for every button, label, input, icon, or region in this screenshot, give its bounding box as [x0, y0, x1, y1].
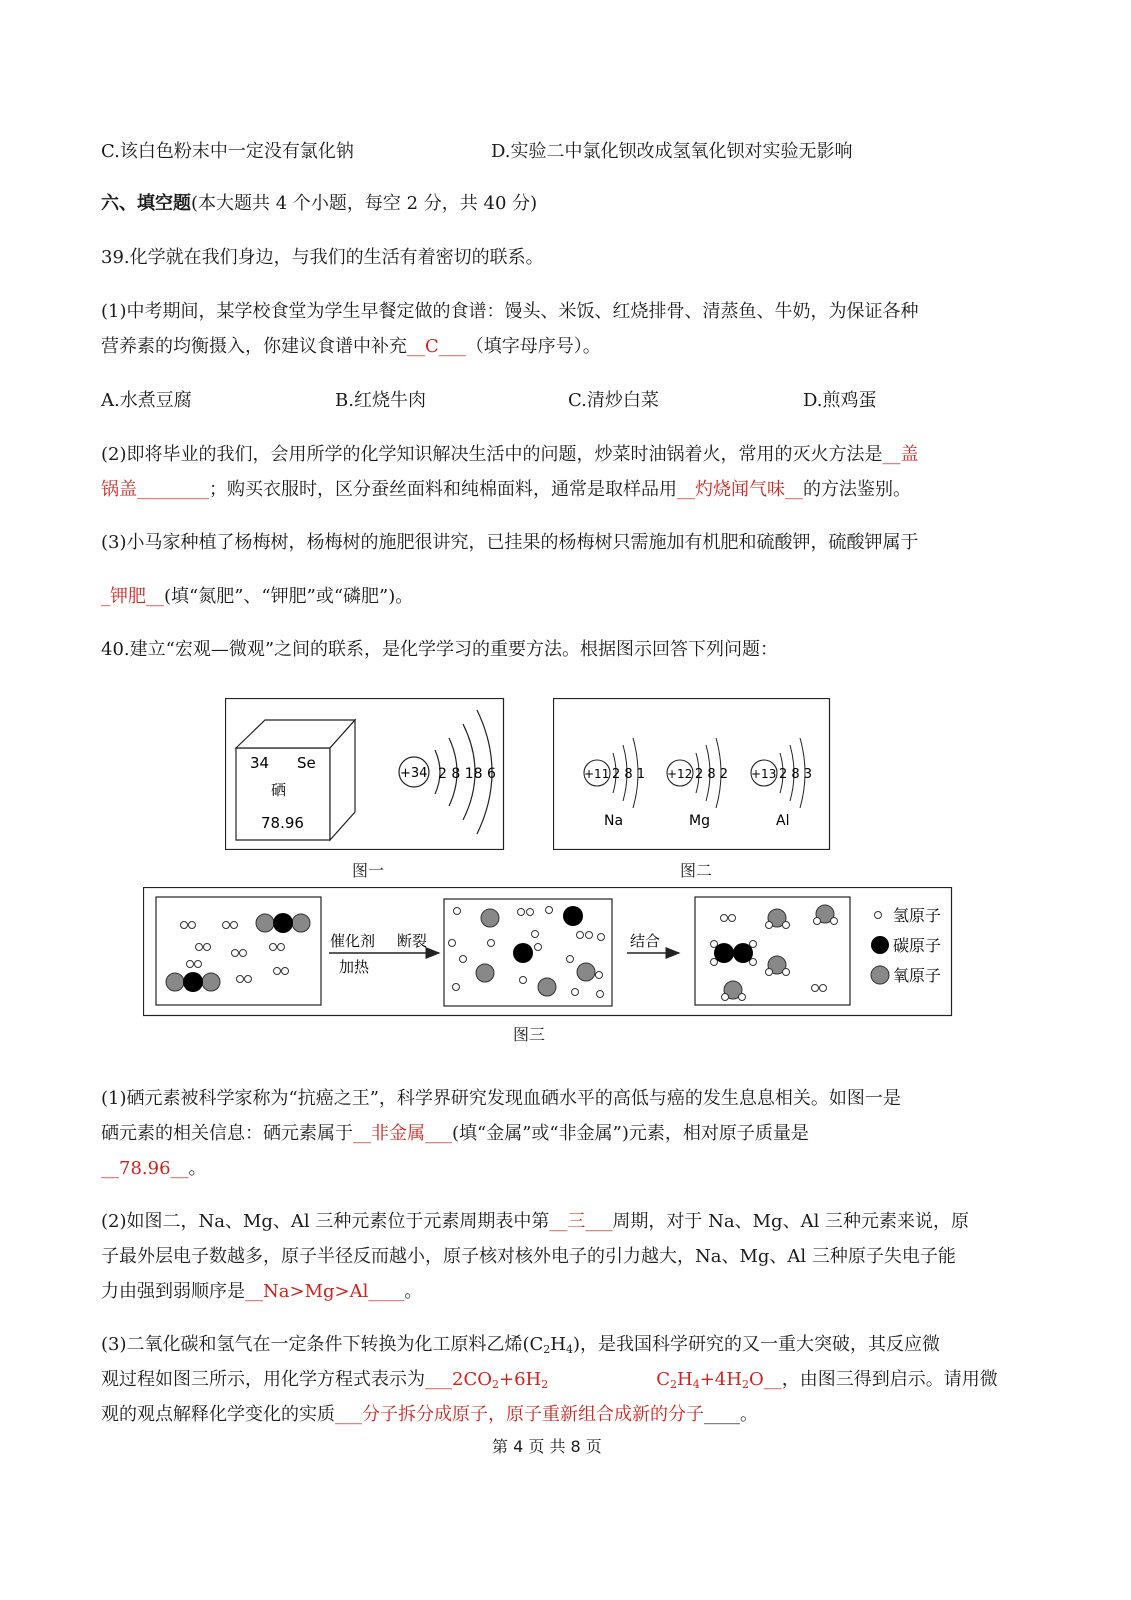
figure-3	[143, 887, 953, 1017]
equation-answer: $\_\_\_2CO_2+6H_2$ $C_2H_4+4H_2O\_\_$	[425, 1369, 782, 1391]
figure-1-caption: 图一	[352, 861, 385, 880]
atom-mg	[667, 738, 728, 829]
figure-2-caption: 图二	[680, 861, 713, 880]
legend-carbon: 碳原子	[893, 936, 942, 955]
break-label: 断裂	[397, 932, 428, 950]
co2-molecule	[166, 972, 220, 992]
q40-p3-line3: 观的观点解释化学变化的实质___分子拆分成原子，原子重新组合成新的分子____。	[101, 1404, 758, 1425]
q40-stem: 40.建立“宏观—微观”之间的联系，是化学学习的重要方法。根据图示回答下列问题：	[101, 639, 779, 660]
answer-blank: __盖	[882, 444, 919, 465]
heat-label: 加热	[339, 958, 370, 976]
catalyst-label: 催化剂	[330, 932, 376, 950]
q40-p3-line1: (3)二氧化碳和氢气在一定条件下转换为化工原料乙烯$(C_2H_4)$，是我国科学研究的又一重大突破，其反应微	[101, 1334, 941, 1356]
q39-option-c: C.清炒白菜	[568, 390, 659, 411]
atom-label: Mg	[689, 813, 710, 829]
atom-label: Na	[604, 813, 624, 829]
figure-3-caption: 图三	[513, 1025, 546, 1044]
svg-text:+13: +13	[751, 767, 777, 781]
atomic-number: 34	[250, 754, 270, 772]
answer-blank: __78.96__	[101, 1158, 189, 1179]
ethylene-molecule	[711, 941, 757, 966]
water-molecule	[722, 981, 746, 1001]
svg-text:+12: +12	[667, 767, 693, 781]
element-symbol: Se	[297, 754, 316, 772]
section-heading	[101, 192, 537, 216]
section-note: (本大题共 4 个小题，每空 2 分，共 40 分)	[191, 193, 538, 214]
svg-text:2 8 2: 2 8 2	[695, 767, 729, 782]
q39-p1-line1: (1)中考期间，某学校食堂为学生早餐定做的食谱：馒头、米饭、红烧排骨、清蒸鱼、牛奶，为保证各种	[101, 301, 919, 322]
svg-text:2 8 3: 2 8 3	[779, 767, 813, 782]
answer-blank: _钾肥__	[101, 586, 164, 607]
combine-label: 结合	[630, 932, 661, 950]
water-molecule	[814, 905, 838, 925]
q39-p1-line2: 营养素的均衡摄入，你建议食谱中补充__C___（填字母序号）。	[101, 336, 601, 357]
legend-oxygen: 氧原子	[893, 966, 942, 985]
q40-p1-line1: (1)硒元素被科学家称为“抗癌之王”，科学界研究发现血硒水平的高低与癌的发生息息相关。如图一是	[101, 1088, 901, 1109]
q39-stem: 39.化学就在我们身边，与我们的生活有着密切的联系。	[101, 247, 544, 268]
q40-p1-line2: 硒元素的相关信息：硒元素属于__非金属___(填“金属”或“非金属”)元素，相对原子质量是	[101, 1123, 809, 1144]
q40-p1-line3: __78.96__。	[101, 1158, 207, 1179]
co2-molecule	[256, 913, 310, 933]
section-title: 六、填空题	[101, 193, 191, 214]
answer-blank: __非金属___	[353, 1123, 452, 1144]
answer-blank: ___分子拆分成原子，原子重新组合成新的分子	[335, 1404, 704, 1425]
legend	[871, 906, 941, 985]
svg-text:+11: +11	[584, 767, 610, 781]
q39-p3-line2: _钾肥__(填“氮肥”、“钾肥”或“磷肥”)。	[101, 586, 414, 607]
legend-oxygen-swatch	[871, 966, 889, 984]
element-name: 硒	[271, 781, 287, 799]
answer-blank: __三___	[549, 1211, 613, 1232]
answer-blank: __Na>Mg>Al____	[245, 1281, 405, 1302]
q39-option-d: D.煎鸡蛋	[803, 390, 877, 411]
q39-option-a: A.水煮豆腐	[101, 390, 192, 411]
atom-label: Al	[776, 813, 790, 829]
legend-hydrogen: 氢原子	[893, 906, 942, 925]
legend-hydrogen-swatch	[875, 912, 882, 919]
q40-p2-line2: 子最外层电子数越多，原子半径反而越小，原子核对核外电子的引力越大，Na、Mg、Al 三种原子失电子能	[101, 1246, 956, 1267]
answer-blank: 锅盖________	[101, 479, 209, 500]
nucleus-charge: +34	[400, 766, 428, 781]
q39-option-b: B.红烧牛肉	[335, 390, 426, 411]
shell-electrons: 2 8 18 6	[438, 766, 496, 782]
water-molecule	[766, 956, 790, 976]
q40-p2-line3: 力由强到弱顺序是__Na>Mg>Al____。	[101, 1281, 423, 1302]
answer-blank: __C___	[407, 336, 466, 357]
q39-p2-line2: 锅盖________；购买衣服时，区分蚕丝面料和纯棉面料，通常是取样品用__灼烧闻气味__的方法鉴别。	[101, 479, 911, 500]
q40-p2-line1: (2)如图二，Na、Mg、Al 三种元素位于元素周期表中第__三___周期，对于 Na、Mg、Al 三种元素来说，原	[101, 1211, 970, 1232]
option-c-prev: C.该白色粉末中一定没有氯化钠	[101, 141, 354, 162]
page-footer: 第 4 页 共 8 页	[492, 1437, 602, 1456]
q40-p3-line2: 观过程如图三所示，用化学方程式表示为$\_\_\_2CO_2+6H_2$ $C_2H_4+4H_2O\_\_$，由图三得到启示。请用微	[101, 1369, 998, 1391]
atom-al	[751, 738, 812, 829]
atomic-mass: 78.96	[261, 814, 304, 832]
svg-text:2 8 1: 2 8 1	[612, 767, 646, 782]
atom-na	[584, 738, 645, 829]
figure-1	[225, 698, 505, 850]
option-d-prev: D.实验二中氯化钡改成氢氧化钡对实验无影响	[491, 141, 853, 162]
answer-blank: __灼烧闻气味__	[677, 479, 803, 500]
q39-p2-line1: (2)即将毕业的我们，会用所学的化学知识解决生活中的问题，炒菜时油锅着火，常用的灭火方法是__盖	[101, 444, 919, 465]
figure-2	[553, 698, 831, 850]
legend-carbon-swatch	[871, 936, 889, 954]
water-molecule	[766, 909, 790, 929]
q39-p3-line1: (3)小马家种植了杨梅树，杨梅树的施肥很讲究，已挂果的杨梅树只需施加有机肥和硫酸钾，硫酸钾属于	[101, 532, 919, 553]
